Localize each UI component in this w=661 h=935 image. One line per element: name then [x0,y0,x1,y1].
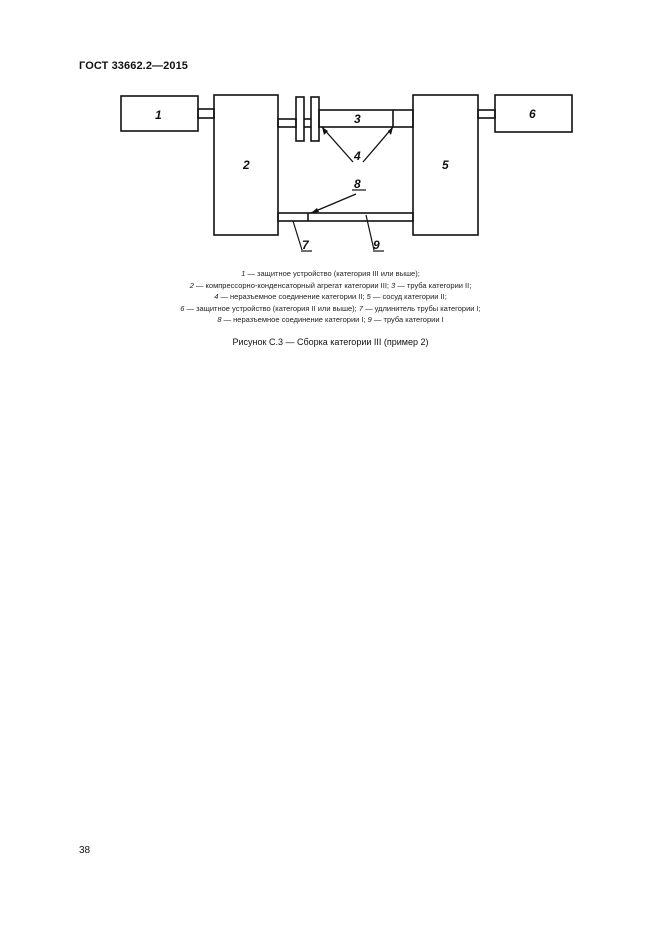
figure-legend [0,268,661,326]
arrowhead-4-right [388,127,393,135]
flange-plate-left [296,97,304,141]
label-6: 6 [529,107,536,121]
legend-text: — защитное устройство (категория II или выше); [184,303,359,313]
legend-num: 4 [214,292,219,301]
legend-num: 8 [217,315,222,324]
legend-text: — защитное устройство (категория III или выше); [245,269,420,278]
legend-num: 5 [366,292,371,301]
label-3: 3 [354,112,361,126]
document-header: ГОСТ 33662.2—2015 [79,60,189,72]
legend-num: 6 [180,303,185,313]
figure-caption: Рисунок С.3 — Сборка категории III (пример 2) [232,337,429,347]
legend-text: — компрессорно-конденсаторный агрегат категории III; [193,280,392,290]
legend-num: 1 [241,269,246,278]
label-7: 7 [302,238,309,252]
label-5: 5 [442,158,449,172]
arrowhead-4-left [322,127,328,135]
connector-2-flange [278,119,296,127]
legend-text: — труба категории I [371,315,444,324]
pipe-3 [319,110,413,127]
legend-text: — неразъемное соединение категории II; [218,292,367,301]
legend-row [0,314,661,326]
label-1: 1 [155,108,162,122]
page-number: 38 [79,845,91,856]
connector-5-6 [478,110,495,118]
legend-text: — труба категории II; [395,280,472,290]
legend-row [0,268,661,280]
legend-num: 3 [391,280,396,290]
label-9: 9 [373,238,380,252]
label-4: 4 [354,149,361,163]
connector-1-2 [198,109,214,118]
legend-num: 2 [189,280,194,290]
legend-text: — сосуд категории II; [370,292,447,301]
flange-plate-right [311,97,319,141]
legend-text: — неразъемное соединение категории I; [221,315,368,324]
legend-row [0,291,661,303]
legend-text: — удлинитель трубы категории I; [363,303,481,313]
label-2: 2 [243,158,250,172]
legend-row [0,303,661,315]
legend-num: 7 [358,303,363,313]
legend-num: 9 [367,315,372,324]
pipe-9 [278,213,413,221]
legend-row [0,280,661,292]
label-8: 8 [354,177,361,191]
